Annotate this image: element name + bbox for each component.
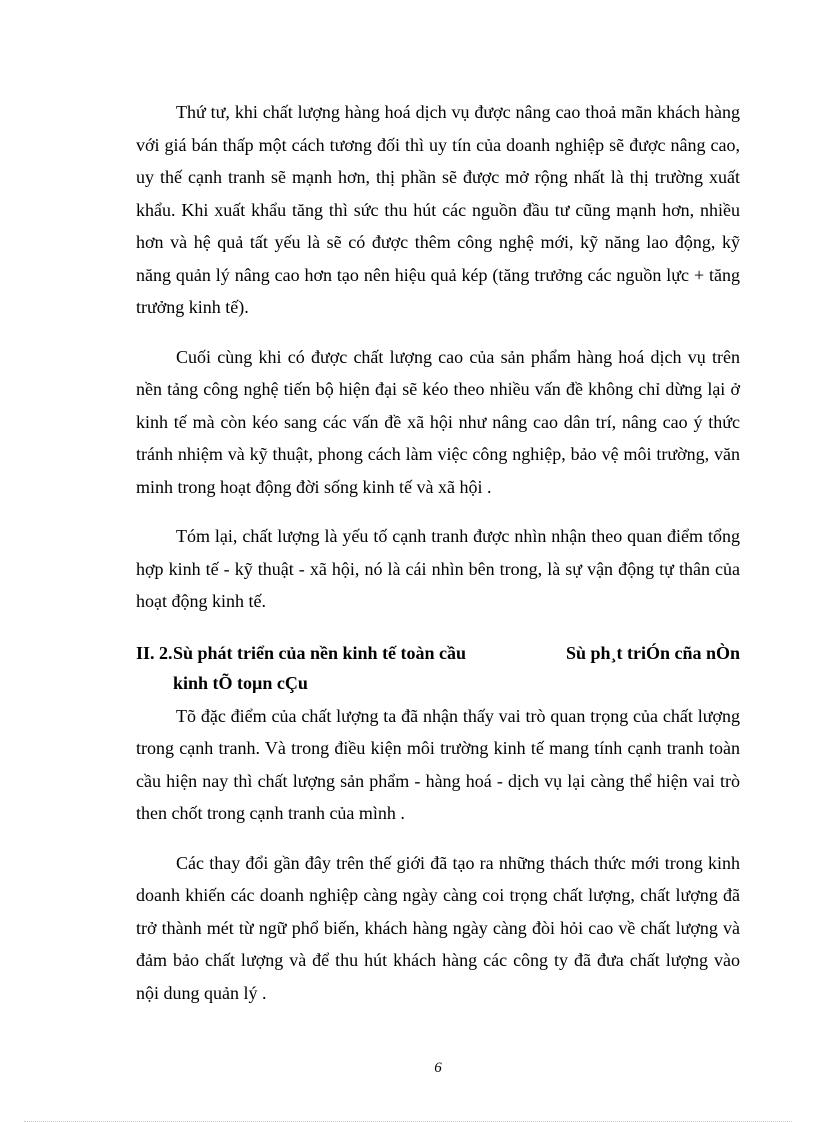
paragraph-3: Tóm lại, chất lượng là yếu tố cạnh tranh được nhìn nhận theo quan điểm tổng hợp kinh tế - kỹ thuật - xã hội, nó là cái nhìn bên trong, là sự vận động tự thân của hoạt động kinh tế.: [136, 526, 740, 611]
section-title-garbled: Sù ph¸t triÓn cña nÒn: [565, 642, 740, 663]
page-number: 6: [434, 1060, 442, 1076]
section-title-continuation: kinh tÕ toµn cÇu: [173, 672, 308, 693]
section-title: Sù phát triển của nền kinh tế toàn cầu: [173, 642, 467, 663]
paragraph-4: Tõ đặc điểm của chất lượng ta đã nhận thấy vai trò quan trọng của chất lượng trong cạnh tranh. Và trong điều kiện môi trường kinh tế mang tính cạnh tranh toàn cầu hiện nay thì chất lượng sản phẩm - hàng hoá - dịch vụ lại càng thể hiện vai trò then chốt trong cạnh tranh của mình .: [136, 705, 740, 823]
document-body: [136, 96, 740, 1009]
paragraph-2: Cuối cùng khi có được chất lượng cao của sản phẩm hàng hoá dịch vụ trên nền tảng công nghệ tiến bộ hiện đại sẽ kéo theo nhiều vấn đề không chỉ dừng lại ở kinh tế mà còn kéo sang các vấn đề xã hội như nâng cao dân trí, nâng cao ý thức tránh nhiệm và kỹ thuật, phong cách làm việc công nghiệp, bảo vệ môi trường, văn minh trong hoạt động đời sống kinh tế và xã hội .: [136, 346, 740, 497]
paragraph-1: Thứ tư, khi chất lượng hàng hoá dịch vụ được nâng cao thoả mãn khách hàng với giá bán thấp một cách tương đối thì uy tín của doanh nghiệp sẽ được nâng cao, uy thế cạnh tranh sẽ mạnh hơn, thị phần sẽ được mở rộng nhất là thị trường xuất khẩu. Khi xuất khẩu tăng thì sức thu hút các nguồn đầu tư cũng mạnh hơn, nhiều hơn và hệ quả tất yếu là sẽ có được thêm công nghệ mới, kỹ năng lao động, kỹ năng quản lý nâng cao hơn tạo nên hiệu quả kép (tăng trưởng các nguồn lực + tăng trưởng kinh tế).: [136, 102, 740, 317]
section-number: II. 2.: [136, 642, 173, 663]
footer-divider: [24, 1121, 792, 1122]
section-heading: [136, 638, 740, 698]
paragraph-5: Các thay đổi gần đây trên thế giới đã tạo ra những thách thức mới trong kinh doanh khiến các doanh nghiệp càng ngày càng coi trọng chất lượng, chất lượng đã trở thành mét từ ngữ phổ biến, khách hàng ngày càng đòi hỏi cao về chất lượng và đảm bảo chất lượng và để thu hút khách hàng các công ty đã đưa chất lượng vào nội dung quản lý .: [136, 852, 740, 1003]
